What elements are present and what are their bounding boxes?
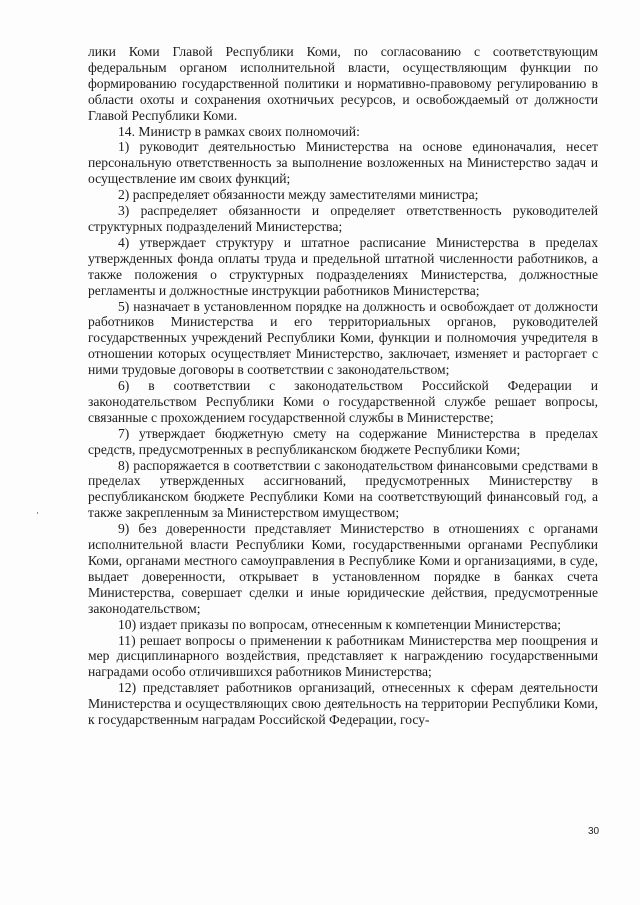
paragraph-subitem-6: 6) в соответствии с законодательством Российской Федерации и законодательством Республики Коми о государственной службе решает вопросы, связанные с прохождением государственной службы в Министерстве; [88, 378, 598, 425]
scan-artifact [37, 512, 38, 514]
page-number: 30 [588, 826, 600, 837]
paragraph-subitem-11: 11) решает вопросы о применении к работникам Министерства мер поощрения и мер дисциплинарного воздействия, представляет к награждению государственными наградами особо отличившихся работников Министерства; [88, 632, 598, 680]
paragraph-item-14-heading: 14. Министр в рамках своих полномочий: [118, 123, 360, 139]
paragraph-subitem-9: 9) без доверенности представляет Министерство в отношениях с органами исполнительной власти Республики Коми, государственными органами Республики Коми, органами местного самоуправления в Республике Коми и организациями, в суде, выдает доверенности, открывает в установленном порядке в банках счета Министерства, совершает сделки и иные юридические действия, предусмотренные законодательством; [88, 521, 598, 616]
paragraph-subitem-3: 3) распределяет обязанности и определяет ответственность руководителей структурных подразделений Министерства; [88, 203, 598, 234]
document-body [88, 44, 598, 728]
paragraph-subitem-10: 10) издает приказы по вопросам, отнесенным к компетенции Министерства; [118, 616, 562, 632]
paragraph-subitem-5: 5) назначает в установленном порядке на должность и освобождает от должности работников Министерства и его территориальных органов, руководителей государственных учреждений Республики Коми, функции и полномочия учредителя в отношении которых осуществляет Министерство, заключает, изменяет и расторгает с ними трудовые договоры в соответствии с законодательством; [88, 298, 598, 378]
paragraph-subitem-7: 7) утверждает бюджетную смету на содержание Министерства в пределах средств, предусмотренных в республиканском бюджете Республики Коми; [88, 425, 598, 457]
paragraph-subitem-4: 4) утверждает структуру и штатное расписание Министерства в пределах утвержденных фонда оплаты труда и предельной штатной численности работников, а также положения о структурных подразделениях Министерства, должностные регламенты и должностные инструкции работников Министерства; [88, 234, 598, 298]
paragraph-subitem-8: 8) распоряжается в соответствии с законодательством финансовыми средствами в пределах утвержденных ассигнований, предусмотренных Министерству в республиканском бюджете Республики Коми на соответствующий финансовый год, а также закрепленным за Министерством имуществом; [88, 457, 598, 521]
paragraph-subitem-1: 1) руководит деятельностью Министерства на основе единоначалия, несет персональную ответственность за выполнение возложенных на Министерство задач и осуществление им своих функций; [88, 139, 598, 187]
paragraph-subitem-12: 12) представляет работников организаций, отнесенных к сферам деятельности Министерства и осуществляющих свою деятельность на территории Республики Коми, к государственным наградам Российской Федерации, госу- [88, 680, 598, 728]
paragraph-continuation: лики Коми Главой Республики Коми, по согласованию с соответствующим федеральным органом исполнительной власти, осуществляющим функции по формированию государственной политики и нормативно-правовому регулированию в области охоты и сохранения охотничьих ресурсов, и освобождаемый от должности Главой Республики Коми. [88, 44, 598, 123]
paragraph-subitem-2: 2) распределяет обязанности между заместителями министра; [118, 187, 479, 203]
